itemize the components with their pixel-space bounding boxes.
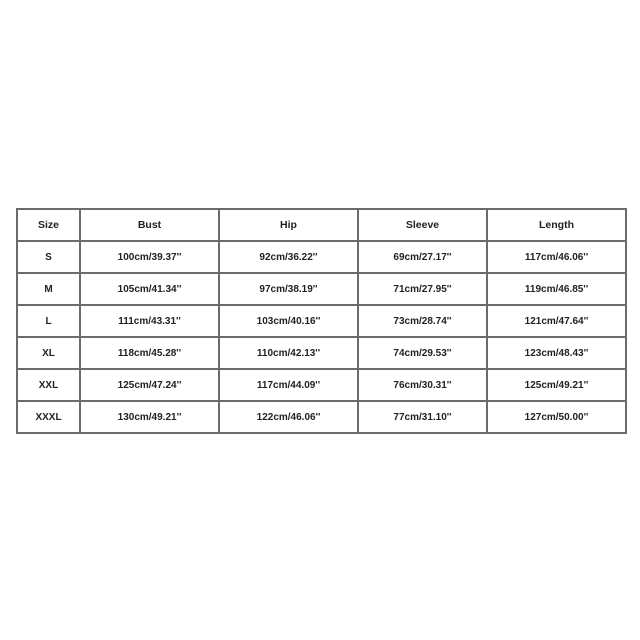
table-row xyxy=(17,401,626,433)
cell-hip: 92cm/36.22'' xyxy=(219,241,358,273)
cell-length: 123cm/48.43'' xyxy=(487,337,626,369)
header-sleeve: Sleeve xyxy=(358,209,487,241)
cell-size: XXL xyxy=(17,369,80,401)
table-row xyxy=(17,241,626,273)
cell-hip: 122cm/46.06'' xyxy=(219,401,358,433)
cell-bust: 125cm/47.24'' xyxy=(80,369,219,401)
cell-hip: 103cm/40.16'' xyxy=(219,305,358,337)
cell-length: 117cm/46.06'' xyxy=(487,241,626,273)
cell-bust: 130cm/49.21'' xyxy=(80,401,219,433)
cell-bust: 118cm/45.28'' xyxy=(80,337,219,369)
table-row xyxy=(17,337,626,369)
size-chart-table xyxy=(16,208,627,434)
cell-sleeve: 77cm/31.10'' xyxy=(358,401,487,433)
header-size: Size xyxy=(17,209,80,241)
cell-sleeve: 74cm/29.53'' xyxy=(358,337,487,369)
cell-size: L xyxy=(17,305,80,337)
cell-size: M xyxy=(17,273,80,305)
cell-sleeve: 69cm/27.17'' xyxy=(358,241,487,273)
cell-size: S xyxy=(17,241,80,273)
cell-bust: 105cm/41.34'' xyxy=(80,273,219,305)
cell-length: 119cm/46.85'' xyxy=(487,273,626,305)
cell-hip: 110cm/42.13'' xyxy=(219,337,358,369)
cell-length: 121cm/47.64'' xyxy=(487,305,626,337)
cell-hip: 117cm/44.09'' xyxy=(219,369,358,401)
header-hip: Hip xyxy=(219,209,358,241)
cell-hip: 97cm/38.19'' xyxy=(219,273,358,305)
cell-sleeve: 71cm/27.95'' xyxy=(358,273,487,305)
header-length: Length xyxy=(487,209,626,241)
table-row xyxy=(17,369,626,401)
header-row xyxy=(17,209,626,241)
cell-sleeve: 76cm/30.31'' xyxy=(358,369,487,401)
header-bust: Bust xyxy=(80,209,219,241)
cell-length: 125cm/49.21'' xyxy=(487,369,626,401)
cell-bust: 111cm/43.31'' xyxy=(80,305,219,337)
table-row xyxy=(17,273,626,305)
cell-length: 127cm/50.00'' xyxy=(487,401,626,433)
cell-bust: 100cm/39.37'' xyxy=(80,241,219,273)
cell-size: XL xyxy=(17,337,80,369)
cell-sleeve: 73cm/28.74'' xyxy=(358,305,487,337)
cell-size: XXXL xyxy=(17,401,80,433)
table-row xyxy=(17,305,626,337)
